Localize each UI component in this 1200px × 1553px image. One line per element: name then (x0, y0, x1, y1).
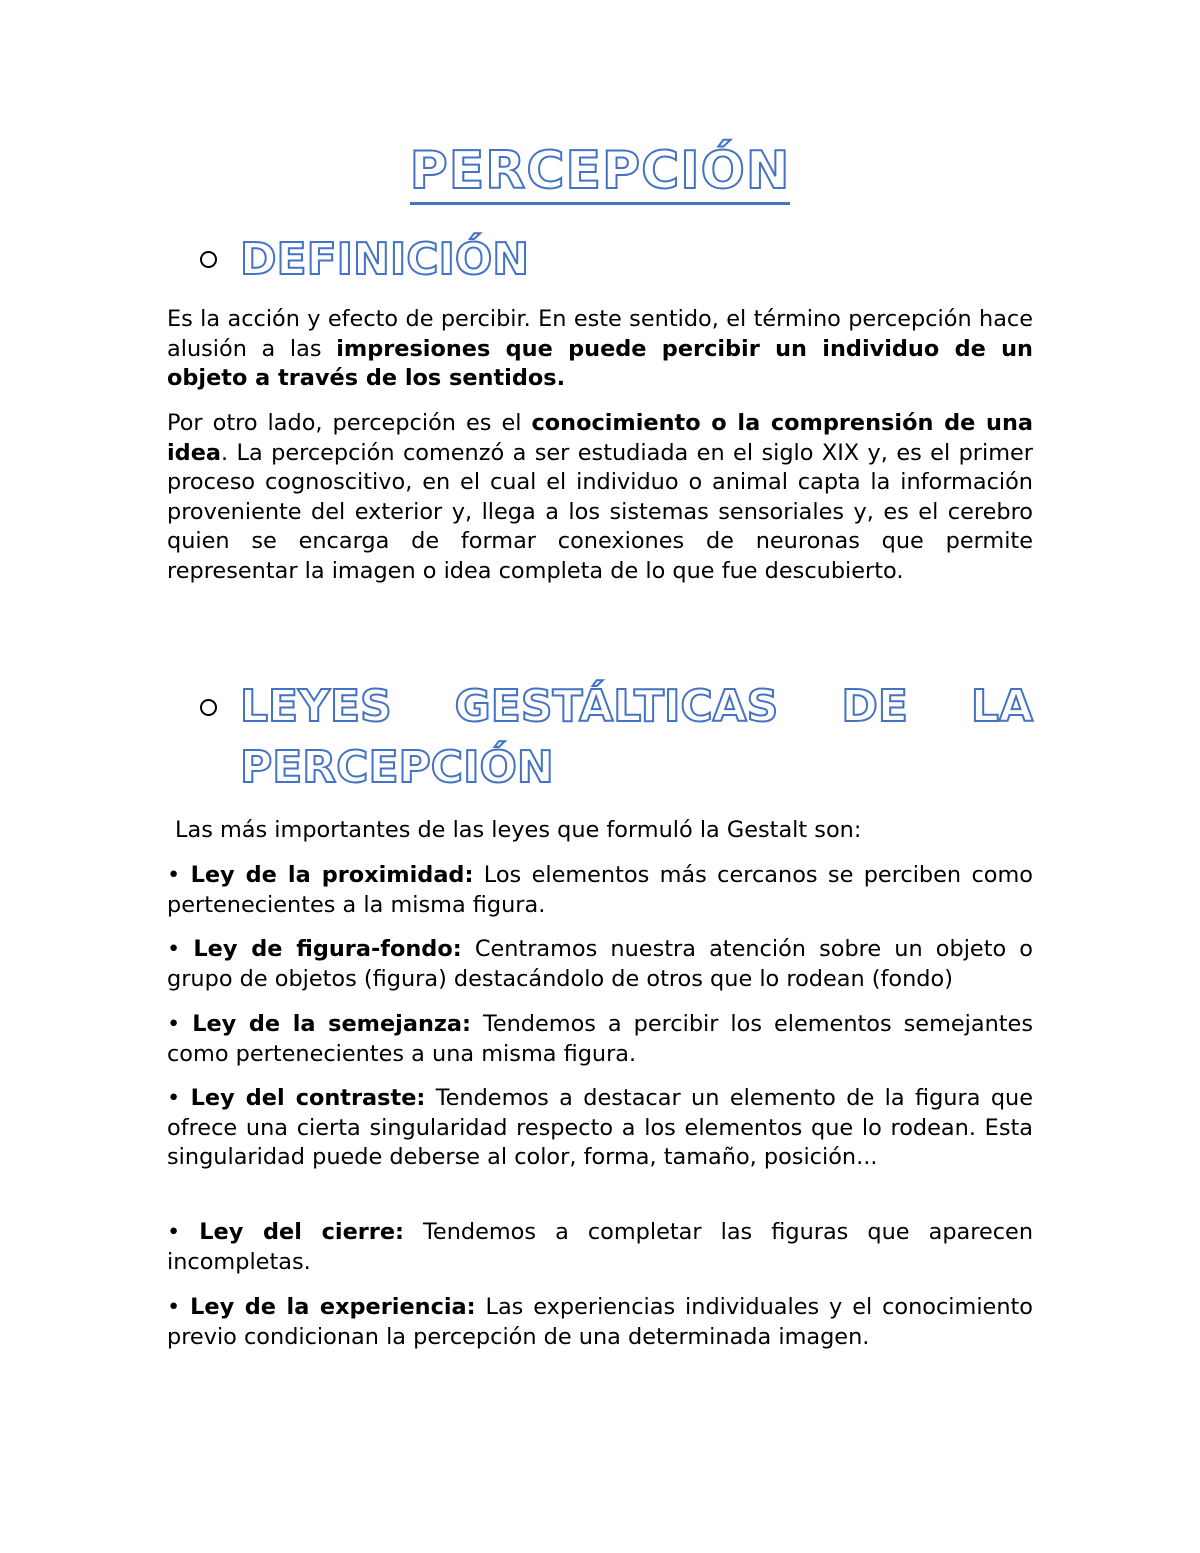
paragraph-definicion-1: Es la acción y efecto de percibir. En este sentido, el término percepción hace alusión a las impresiones que puede percibir un individuo de un objeto a través de los sentidos. (167, 306, 1033, 392)
document-title-text: PERCEPCIÓN (410, 140, 791, 205)
ley-label: Ley del cierre: (199, 1219, 404, 1245)
ley-item: • Ley del cierre: Tendemos a completar las figuras que aparecen incompletas. (167, 1219, 1034, 1275)
paragraph-definicion-2: Por otro lado, percepción es el conocimiento o la comprensión de una idea. La percepción comenzó a ser estudiada en el siglo XIX y, es el primer proceso cognoscitivo, en el cual el individuo o animal capta la información proveniente del exterior y, llega a los sistemas sensoriales y, es el cerebro quien se encarga de formar conexiones de neuronas que permite representar la imagen o idea completa de lo que fue descubierto. (167, 410, 1033, 584)
leyes-intro: Las más importantes de las leyes que formuló la Gestalt son: (175, 817, 862, 843)
ley-label: Ley del contraste: (190, 1085, 426, 1111)
ley-item: • Ley de figura-fondo: Centramos nuestra atención sobre un objeto o grupo de objetos (figura) destacándolo de otros que lo rodean (fondo) (167, 936, 1034, 992)
ley-label: Ley de figura-fondo: (193, 936, 462, 962)
ley-label: Ley de la proximidad: (190, 862, 474, 888)
ley-item: • Ley de la experiencia: Las experiencias individuales y el conocimiento previo condicionan la percepción de una determinada imagen. (167, 1294, 1033, 1350)
heading-leyes (167, 676, 1033, 800)
ley-label: Ley de la experiencia: (190, 1294, 476, 1320)
ley-item: • Ley del contraste: Tendemos a destacar un elemento de la figura que ofrece una cierta singularidad respecto a los elementos que lo rodean. Esta singularidad puede deberse al color, forma, tamaño, posición... (167, 1085, 1033, 1171)
ley-item: • Ley de la semejanza: Tendemos a percibir los elementos semejantes como pertenecientes a una misma figura. (167, 1011, 1034, 1067)
heading-leyes-text: LEYES GESTÁLTICAS DE LA PERCEPCIÓN (240, 681, 1033, 793)
document-title (167, 140, 1033, 205)
heading-definicion (167, 229, 1033, 291)
heading-definicion-text: DEFINICIÓN (240, 234, 530, 285)
bold-phrase: impresiones que puede percibir un individuo de un objeto a través de los sentidos. (167, 335, 1033, 392)
bold-phrase: conocimiento o la comprensión de una idea (167, 410, 1033, 466)
circle-bullet-icon (200, 699, 217, 716)
ley-item: • Ley de la proximidad: Los elementos más cercanos se perciben como pertenecientes a la misma figura. (167, 862, 1033, 918)
circle-bullet-icon (200, 251, 217, 268)
ley-label: Ley de la semejanza: (192, 1011, 471, 1037)
